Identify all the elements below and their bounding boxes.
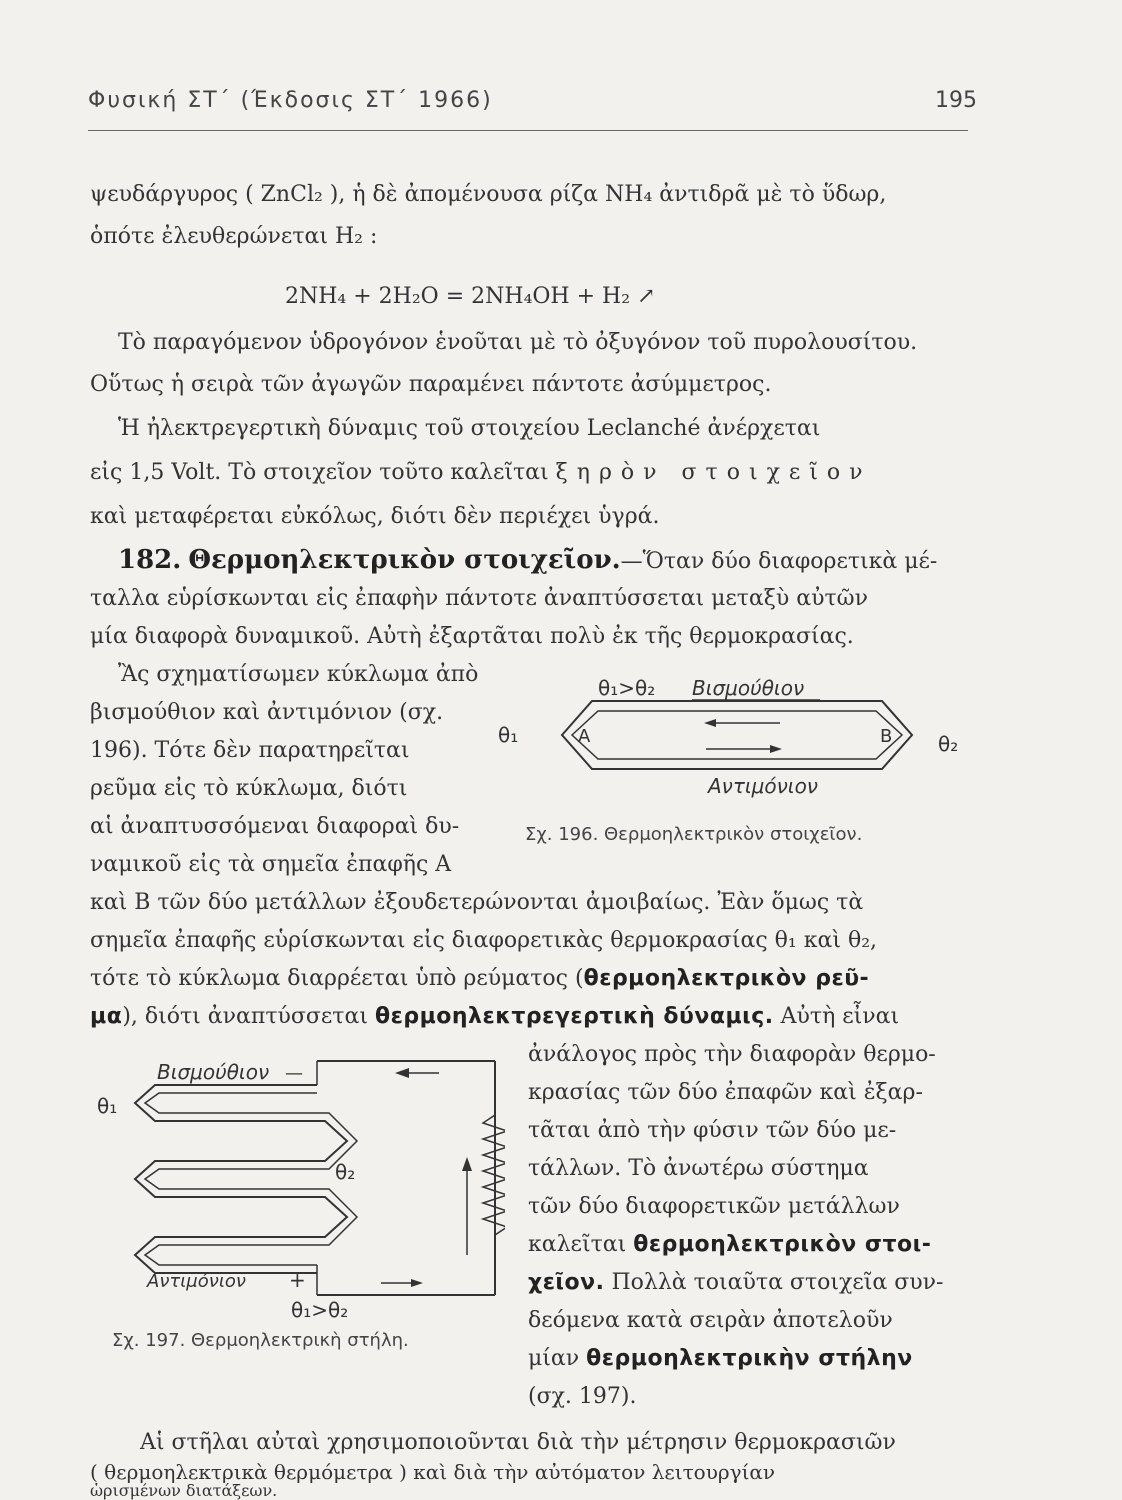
fig197-label-antimony: Αντιμόνιον	[147, 1271, 246, 1292]
right-col-l7	[528, 1268, 943, 1298]
final-line1: Αἱ στῆλαι αὐταὶ χρησιμοποιοῦνται διὰ τὴν μέτρησιν θερμοκρασιῶν	[140, 1430, 896, 1455]
para3-line2-text: εἰς 1,5 Volt. Τὸ στοιχεῖον τοῦτο καλεῖται	[90, 460, 549, 485]
section-line6: 196). Τότε δὲν παρατηρεῖται	[90, 738, 410, 763]
fig197-arrowhead-bottom	[411, 1279, 423, 1287]
fig196-label-bismuth: Βισμούθιον	[692, 676, 805, 700]
section-line10: καὶ Β τῶν δύο μετάλλων ἐξουδετερώνονται ἀμοιβαίως. Ἐὰν ὅμως τὰ	[90, 890, 864, 915]
section-line7: ρεῦμα εἰς τὸ κύκλωμα, διότι	[90, 776, 408, 801]
fig196-temp-relation: θ₁>θ₂	[598, 676, 656, 700]
fig197-plus: +	[289, 1268, 306, 1292]
running-title: Φυσική ΣΤ΄ (Έκδοσις ΣΤ΄ 1966)	[88, 88, 493, 113]
fig196-junction-b: B	[880, 726, 893, 747]
section-line3: μία διαφορὰ δυναμικοῦ. Αὐτὴ ἐξαρτᾶται πολὺ ἐκ τῆς θερμοκρασίας.	[90, 624, 854, 649]
term-dry-cell: ξηρὸν στοιχεῖον	[555, 460, 872, 485]
section-line5: βισμούθιον καὶ ἀντιμόνιον (σχ.	[90, 700, 444, 725]
right-col-l10: (σχ. 197).	[528, 1384, 637, 1409]
right-col-l4: τάλλων. Τὸ ἀνωτέρω σύστημα	[528, 1156, 869, 1181]
fig196-junction-a: A	[578, 726, 591, 747]
section-title: Θερμοηλεκτρικὸν στοιχεῖον.	[188, 545, 621, 575]
section-number: 182.	[118, 545, 182, 575]
para1-line2: ὁπότε ἐλευθερώνεται H₂ :	[90, 224, 378, 249]
fig197-theta2: θ₂	[335, 1160, 356, 1184]
right-col-l6-text: καλεῖται	[528, 1232, 627, 1257]
fig196-caption: Σχ. 196. Θερμοηλεκτρικὸν στοιχεῖον.	[525, 824, 863, 845]
fig197-arrowhead-top	[395, 1068, 409, 1078]
fig197-zigzag-inner	[145, 1093, 357, 1265]
term-thermo-emf: θερμοηλεκτρεγερτικὴ δύναμις.	[374, 1004, 774, 1029]
fig196-inner-loop	[572, 711, 902, 759]
section-line1-rest: —Ὅταν δύο διαφορετικὰ μέ-	[620, 549, 938, 574]
right-col-l6	[528, 1230, 931, 1260]
fig197-theta1: θ₁	[97, 1094, 118, 1118]
right-col-l1: ἀνάλογος πρὸς τὴν διαφορὰν θερμο-	[528, 1042, 936, 1067]
term-thermo-pile: θερμοηλεκτρικὴν στήλην	[586, 1346, 913, 1371]
section-line12	[90, 964, 869, 994]
term-thermo-element: θερμοηλεκτρικὸν στοι-	[633, 1232, 932, 1257]
right-col-l9-text: μίαν	[528, 1346, 580, 1371]
para3-line3: καὶ μεταφέρεται εὐκόλως, διότι δὲν περιέχει ὑγρά.	[90, 504, 660, 529]
section-heading-line	[118, 545, 937, 577]
right-col-l5: τῶν δύο διαφορετικῶν μετάλλων	[528, 1194, 900, 1219]
section-line9: ναμικοῦ εἰς τὰ σημεῖα ἐπαφῆς Α	[90, 852, 452, 877]
para3-line2	[90, 458, 872, 488]
fig196-theta2: θ₂	[938, 732, 959, 756]
right-col-l2: κρασίας τῶν δύο ἐπαφῶν καὶ ἐξαρ-	[528, 1080, 923, 1105]
right-col-l7-text: Πολλὰ τοιαῦτα στοιχεῖα συν-	[611, 1270, 944, 1295]
right-col-l9	[528, 1344, 913, 1374]
chemical-equation: 2NH₄ + 2H₂O = 2NH₄OH + H₂ ↗	[285, 284, 656, 309]
section-line4: Ἂς σχηματίσωμεν κύκλωμα ἀπὸ	[118, 662, 479, 687]
fig196-arrowhead-bottom	[770, 745, 782, 753]
term-current-end: μα	[90, 1004, 123, 1029]
section-line13-post: Αὐτὴ εἶναι	[780, 1004, 900, 1029]
final-line3: ὡρισμένων διατάξεων.	[90, 1481, 278, 1500]
right-col-l8: δεόμενα κατὰ σειρὰν ἀποτελοῦν	[528, 1308, 893, 1333]
section-line11: σημεῖα ἐπαφῆς εὑρίσκωνται εἰς διαφορετικὰς θερμοκρασίας θ₁ καὶ θ₂,	[90, 928, 878, 953]
header-rule	[88, 130, 968, 131]
final-line2: ( θερμοηλεκτρικὰ θερμόμετρα ) καὶ διὰ τὴν αὐτόματον λειτουργίαν	[90, 1460, 776, 1484]
section-line13	[90, 1002, 899, 1032]
section-line13-mid: ), διότι ἀναπτύσσεται	[122, 1004, 368, 1029]
figure-196-thermocouple	[480, 665, 1000, 805]
para1-line1: ψευδάργυρος ( ZnCl₂ ), ἡ δὲ ἀπομένουσα ρίζα NH₄ ἀντιδρᾶ μὲ τὸ ὕδωρ,	[90, 182, 887, 207]
section-line2: ταλλα εὑρίσκωνται εἰς ἐπαφὴν πάντοτε ἀναπτύσσεται μεταξὺ αὐτῶν	[90, 586, 868, 611]
fig196-label-antimony: Αντιμόνιον	[708, 774, 818, 798]
para2-line1: Τὸ παραγόμενον ὑδρογόνον ἑνοῦται μὲ τὸ ὀξυγόνον τοῦ πυρολουσίτου.	[118, 330, 918, 355]
figure-197-thermopile	[95, 1055, 505, 1320]
fig196-theta1: θ₁	[498, 723, 519, 747]
term-thermoelectric-current: θερμοηλεκτρικὸν ρεῦ-	[583, 966, 870, 991]
para3-line1: Ἡ ἠλεκτρεγερτικὴ δύναμις τοῦ στοιχείου Leclanché ἀνέρχεται	[118, 416, 821, 441]
fig196-arrowhead-top	[704, 719, 716, 727]
fig197-arrowhead-right	[462, 1157, 472, 1171]
section-line12-text: τότε τὸ κύκλωμα διαρρέεται ὑπὸ ρεύματος (	[90, 966, 584, 991]
fig197-temp-relation: θ₁>θ₂	[291, 1298, 349, 1320]
term-thermo-element-end: χεῖον.	[528, 1270, 605, 1295]
fig197-caption: Σχ. 197. Θερμοηλεκτρικὴ στήλη.	[112, 1330, 409, 1351]
page-number: 195	[935, 88, 977, 113]
right-col-l3: τᾶται ἀπὸ τὴν φύσιν τῶν δύο με-	[528, 1118, 897, 1143]
para2-line2: Οὕτως ἡ σειρὰ τῶν ἀγωγῶν παραμένει πάντοτε ἀσύμμετρος.	[90, 372, 772, 397]
fig197-minus: —	[285, 1063, 303, 1084]
section-line8: αἱ ἀναπτυσσόμεναι διαφοραὶ δυ-	[90, 814, 460, 839]
fig197-label-bismuth: Βισμούθιον	[157, 1060, 270, 1084]
